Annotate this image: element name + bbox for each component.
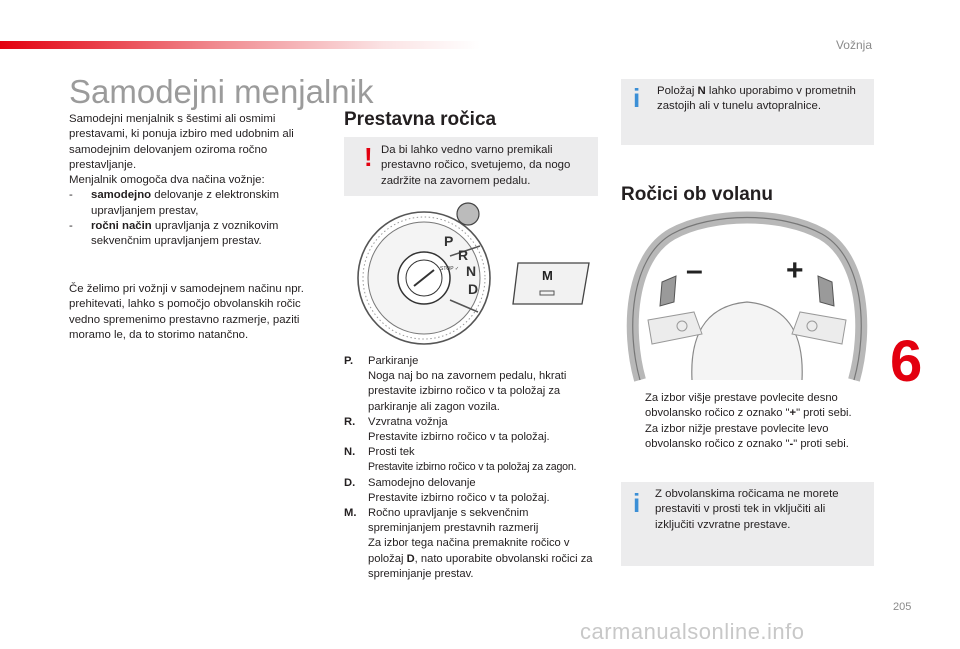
legend-key: M. bbox=[344, 507, 357, 520]
mode-item-automatic bbox=[69, 188, 324, 219]
instruction-bold: - bbox=[789, 437, 794, 450]
legend-text: Parkiranje bbox=[368, 355, 419, 367]
legend-key: R. bbox=[344, 415, 356, 428]
info-text bbox=[657, 84, 869, 115]
knob-stop-label: STOP ✓ bbox=[440, 266, 460, 272]
warning-text: Da bi lahko vedno varno premikali prestavno ročico, svetujemo, da nogo zadržite na zavornem pedalu. bbox=[381, 144, 571, 187]
section-title: Vožnja bbox=[835, 38, 872, 52]
info-text-bold: N bbox=[697, 85, 706, 97]
heading-gear-selector: Prestavna ročica bbox=[344, 109, 497, 130]
legend-row bbox=[344, 445, 602, 460]
dash-marker: - bbox=[69, 220, 73, 233]
intro-text bbox=[69, 112, 324, 250]
legend-text-bold: D bbox=[406, 552, 415, 565]
info-text: Z obvolanskima ročicama ne morete prestaviti v prosti tek in vključiti ali izključiti vzvratne prestave. bbox=[655, 488, 839, 531]
heading-steering-paddles: Ročici ob volanu bbox=[621, 184, 774, 205]
legend-row bbox=[344, 506, 602, 536]
mode-name: samodejno bbox=[91, 189, 152, 202]
legend-row bbox=[344, 476, 602, 491]
legend-text: Prestavite izbirno ročico v ta položaj za zagon. bbox=[368, 461, 577, 474]
mode-name: ročni način bbox=[91, 220, 152, 233]
legend-row bbox=[344, 369, 602, 415]
info-text-post: lahko uporabimo v prometnih zastojih ali v tunelu avtopralnice. bbox=[657, 85, 856, 113]
dash-marker: - bbox=[69, 189, 73, 202]
mode-desc: upravljanja z voznikovim sekvenčnim upravljanjem prestav. bbox=[91, 220, 279, 248]
legend-key: N. bbox=[344, 446, 356, 459]
instruction-row bbox=[621, 422, 881, 453]
warning-box bbox=[344, 137, 598, 196]
legend-text-pre: Za izbor tega načina premaknite ročico v položaj bbox=[368, 537, 570, 565]
legend-row bbox=[344, 430, 602, 445]
legend-text: Noga naj bo na zavornem pedalu, hkrati prestavite izbirno ročico v ta položaj za parkiranje ali zagon vozila. bbox=[368, 370, 567, 413]
m-button-label: M bbox=[542, 268, 553, 283]
legend-key: P. bbox=[344, 355, 354, 367]
legend-row bbox=[344, 460, 602, 475]
overtake-paragraph: Če želimo pri vožnji v samodejnem načinu npr. prehitevati, lahko s pomočjo obvolanskih ročic vedno spremenimo prestavno razmerje, paziti moramo le, da to storimo natančno. bbox=[69, 283, 304, 341]
legend-row bbox=[344, 354, 602, 369]
legend-row bbox=[344, 491, 602, 506]
plus-label: + bbox=[786, 254, 804, 287]
instruction-pre: Za izbor nižje prestave povlecite levo obvolansko ročico z oznako " bbox=[645, 422, 829, 450]
intro-paragraph: Samodejni menjalnik s šestimi ali osmimi prestavami, ki ponuja izbiro med udobnim ali samodejnim delovanjem oziroma ročno prestavljanje. bbox=[69, 113, 294, 171]
knob-letter-n: N bbox=[466, 263, 477, 279]
intro-modes-lead: Menjalnik omogoča dva načina vožnje: bbox=[69, 174, 265, 187]
paddle-instructions bbox=[621, 391, 881, 452]
info-box-neutral bbox=[621, 79, 874, 145]
mode-desc: delovanje z elektronskim upravljanjem prestav, bbox=[91, 189, 280, 217]
page-number: 205 bbox=[893, 601, 912, 613]
page-title: Samodejni menjalnik bbox=[69, 73, 374, 110]
instruction-row bbox=[621, 391, 881, 422]
warning-icon: ! bbox=[364, 142, 373, 172]
info-icon: i bbox=[633, 488, 641, 518]
paddle-plus bbox=[818, 276, 834, 306]
chapter-number: 6 bbox=[890, 329, 923, 394]
wheel-spoke-right bbox=[792, 312, 846, 344]
gear-selector-illustration bbox=[352, 200, 502, 350]
gear-position-legend bbox=[344, 354, 602, 582]
steering-wheel-illustration bbox=[622, 210, 872, 382]
legend-text: Samodejno delovanje bbox=[368, 476, 476, 489]
paddle-minus bbox=[660, 276, 676, 306]
info-box-paddles bbox=[621, 482, 874, 566]
legend-row bbox=[344, 415, 602, 430]
watermark: carmanualsonline.info bbox=[580, 619, 805, 644]
instruction-post: " proti sebi. bbox=[796, 407, 852, 420]
selector-lever-tip bbox=[457, 203, 479, 225]
legend-text: Ročno upravljanje s sekvenčnim spreminjanjem prestavnih razmerij bbox=[368, 507, 539, 535]
wheel-hub bbox=[692, 302, 802, 380]
legend-key: D. bbox=[344, 476, 356, 489]
info-text-pre: Položaj bbox=[657, 85, 698, 97]
legend-text: Prestavite izbirno ročico v ta položaj. bbox=[368, 491, 550, 504]
instruction-bold: + bbox=[789, 407, 797, 420]
knob-letter-d: D bbox=[468, 281, 479, 297]
instruction-pre: Za izbor višje prestave povlecite desno obvolansko ročico z oznako " bbox=[645, 392, 838, 420]
legend-row bbox=[344, 536, 602, 582]
knob-letter-r: R bbox=[458, 247, 469, 263]
minus-label: – bbox=[686, 254, 703, 287]
mode-item-manual bbox=[69, 219, 324, 250]
legend-text: Prosti tek bbox=[368, 446, 415, 459]
header-accent-bar bbox=[0, 41, 480, 49]
manual-mode-button-illustration bbox=[512, 262, 592, 306]
knob-letter-p: P bbox=[444, 233, 454, 249]
legend-text: Vzvratna vožnja bbox=[368, 415, 448, 428]
legend-text-post: , nato uporabite obvolanski ročici za spreminjanje prestav. bbox=[368, 552, 593, 580]
instruction-post: " proti sebi. bbox=[793, 437, 849, 450]
info-icon: i bbox=[633, 83, 641, 113]
wheel-spoke-left bbox=[648, 312, 702, 344]
legend-text: Prestavite izbirno ročico v ta položaj. bbox=[368, 431, 550, 444]
